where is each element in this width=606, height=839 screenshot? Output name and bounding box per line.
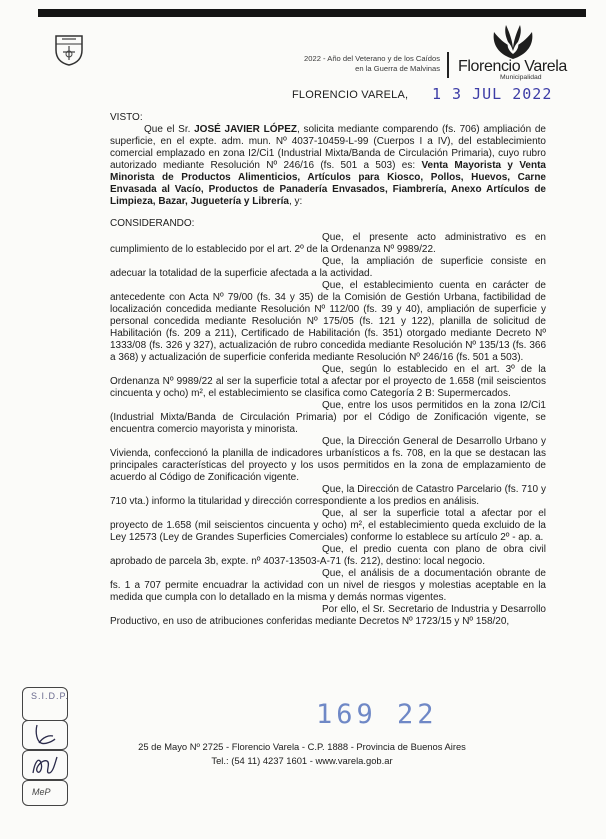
brand-name: Florencio Varela	[458, 58, 567, 75]
header-separator	[447, 52, 449, 78]
initials-signature-icon	[31, 723, 61, 747]
margin-box-label: S.I.D.P.	[31, 691, 69, 701]
considerando-heading: CONSIDERANDO:	[110, 218, 195, 229]
place-line: FLORENCIO VARELA,	[292, 89, 409, 101]
signature-icon	[29, 753, 63, 777]
margin-box-label: MeP	[32, 787, 51, 797]
footer-contact: Tel.: (54 11) 4237 1601 - www.varela.gob.ar	[211, 755, 393, 766]
considerando-paragraph: Por ello, el Sr. Secretario de Industria y Desarrollo Productivo, en uso de atribuciones conferidas mediante Decretos Nº 1723/15 y Nº 158/20,	[110, 604, 546, 627]
brand-subtitle: Municipalidad	[500, 74, 542, 81]
margin-box-signature	[22, 750, 68, 780]
considerando-paragraph: Que, la Dirección de Catastro Parcelario (fs. 710 y 710 vta.) informo la titularidad y dirección correspondiente a los predios en análisis.	[110, 484, 546, 507]
document-body	[110, 112, 546, 628]
margin-box-mep	[22, 780, 68, 806]
crest-icon	[54, 32, 84, 66]
municipal-logo-icon	[488, 24, 538, 60]
visto-mid: , solicita mediante comparendo (fs. 706) ampliación de superficie, en el expte. adm. mun. Nº 4037-10459-L-99 (Cuerpos I a IV), del establecimiento comercial emplazado en zona I2/Ci1 (Industrial Mixta/Banda de Circulación Primaria), cuyo rubro autorizado mediante Resolución Nº 246/16 (fs. 501 a 503) es:	[110, 124, 546, 171]
motto-line2: en la Guerra de Malvinas	[355, 64, 440, 73]
resolution-number-stamp: 169 22	[316, 699, 438, 730]
considerando-paragraph: Que, la ampliación de superficie consiste en adecuar la totalidad de la superficie afectada a la actividad.	[110, 256, 546, 279]
considerando-paragraph: Que, según lo establecido en el art. 3º de la Ordenanza Nº 9989/22 al ser la superficie total a afectar por el proyecto de 1.658 (mil seiscientos cincuenta y ocho) m², el establecimiento se clasifica como Categoría 2 B: Supermercados.	[110, 364, 546, 399]
motto	[240, 54, 440, 74]
rubro-text: Venta Mayorista y Venta Minorista de Productos Alimenticios, Artículos para Kiosco, Pollos, Huevos, Carne Envasada al Vacío, Productos de Panadería Envasados, Fiambrería, Anexo Artículos de Limpieza, Bazar, Juguetería y Librería	[110, 160, 546, 207]
considerando-paragraph: Que, el análisis de a documentación obrante de fs. 1 a 707 permite encuadrar la actividad con un nivel de riesgos y molestias aceptable en la medida que cumpla con lo detallado en la misma y demás normas vigentes.	[110, 568, 546, 603]
top-black-bar	[38, 9, 586, 17]
visto-pre: Que el Sr.	[144, 124, 195, 135]
considerando-paragraph: Que, la Dirección General de Desarrollo Urbano y Vivienda, confeccionó la planilla de indicadores urbanísticos a fs. 708, en la que se destacan las principales características del proyecto y los usos permitidos en la zona de emplazamiento de acuerdo al Código de Zonificación vigente.	[110, 436, 546, 483]
footer-address: 25 de Mayo Nº 2725 - Florencio Varela - C.P. 1888 - Provincia de Buenos Aires	[138, 741, 466, 752]
visto-heading: VISTO:	[110, 112, 143, 123]
considerando-paragraph: Que, el establecimiento cuenta en carácter de antecedente con Acta Nº 79/00 (fs. 34 y 35) de la Comisión de Gestión Urbana, factibilidad de localización concedida mediante Resolución Nº 112/00 (fs. 39 y 40), ampliación de superficie y personal concedida mediante Resolución Nº 175/05 (fs. 121 y 122), planilla de solicitud de Habilitación (fs. 209 a 211), Certificado de Habilitación (fs. 351) otorgado mediante Decreto Nº 1333/08 (fs. 326 y 327), actualización de rubro concedida mediante Resolución Nº 135/13 (fs. 366 a 368) y actualización de superficie conferida mediante Resolución Nº 246/16 (fs. 501 a 503).	[110, 280, 546, 363]
margin-box-sidp	[22, 687, 68, 721]
considerando-paragraph: Que, al ser la superficie total a afectar por el proyecto de 1.658 (mil seiscientos cincuenta y ocho) m², el establecimiento queda excluido de la Ley 12573 (Ley de Grandes Superficies Comerciales) conforme lo establece su artículo 2º - ap. a.	[110, 508, 546, 543]
motto-line1: 2022 - Año del Veterano y de los Caídos	[304, 54, 440, 63]
applicant-name: JOSÉ JAVIER LÓPEZ	[194, 124, 297, 135]
considerando-paragraph: Que, entre los usos permitidos en la zona I2/Ci1 (Industrial Mixta/Banda de Circulación Primaria) por el Código de Zonificación vigente, se encuentra comercio mayorista y minorista.	[110, 400, 546, 435]
spacer	[110, 208, 546, 218]
margin-box-initials	[22, 720, 68, 750]
visto-paragraph	[110, 124, 546, 208]
visto-end: , y:	[288, 196, 303, 207]
date-stamp: 1 3 JUL 2022	[432, 85, 553, 103]
considerando-paragraph: Que, el predio cuenta con plano de obra civil aprobado de parcela 3b, expte. nº 4037-13503-A-71 (fs. 212), destino: local negocio.	[110, 544, 546, 567]
considerando-paragraph: Que, el presente acto administrativo es en cumplimiento de lo establecido por el art. 2º de la Ordenanza Nº 9989/22.	[110, 232, 546, 255]
